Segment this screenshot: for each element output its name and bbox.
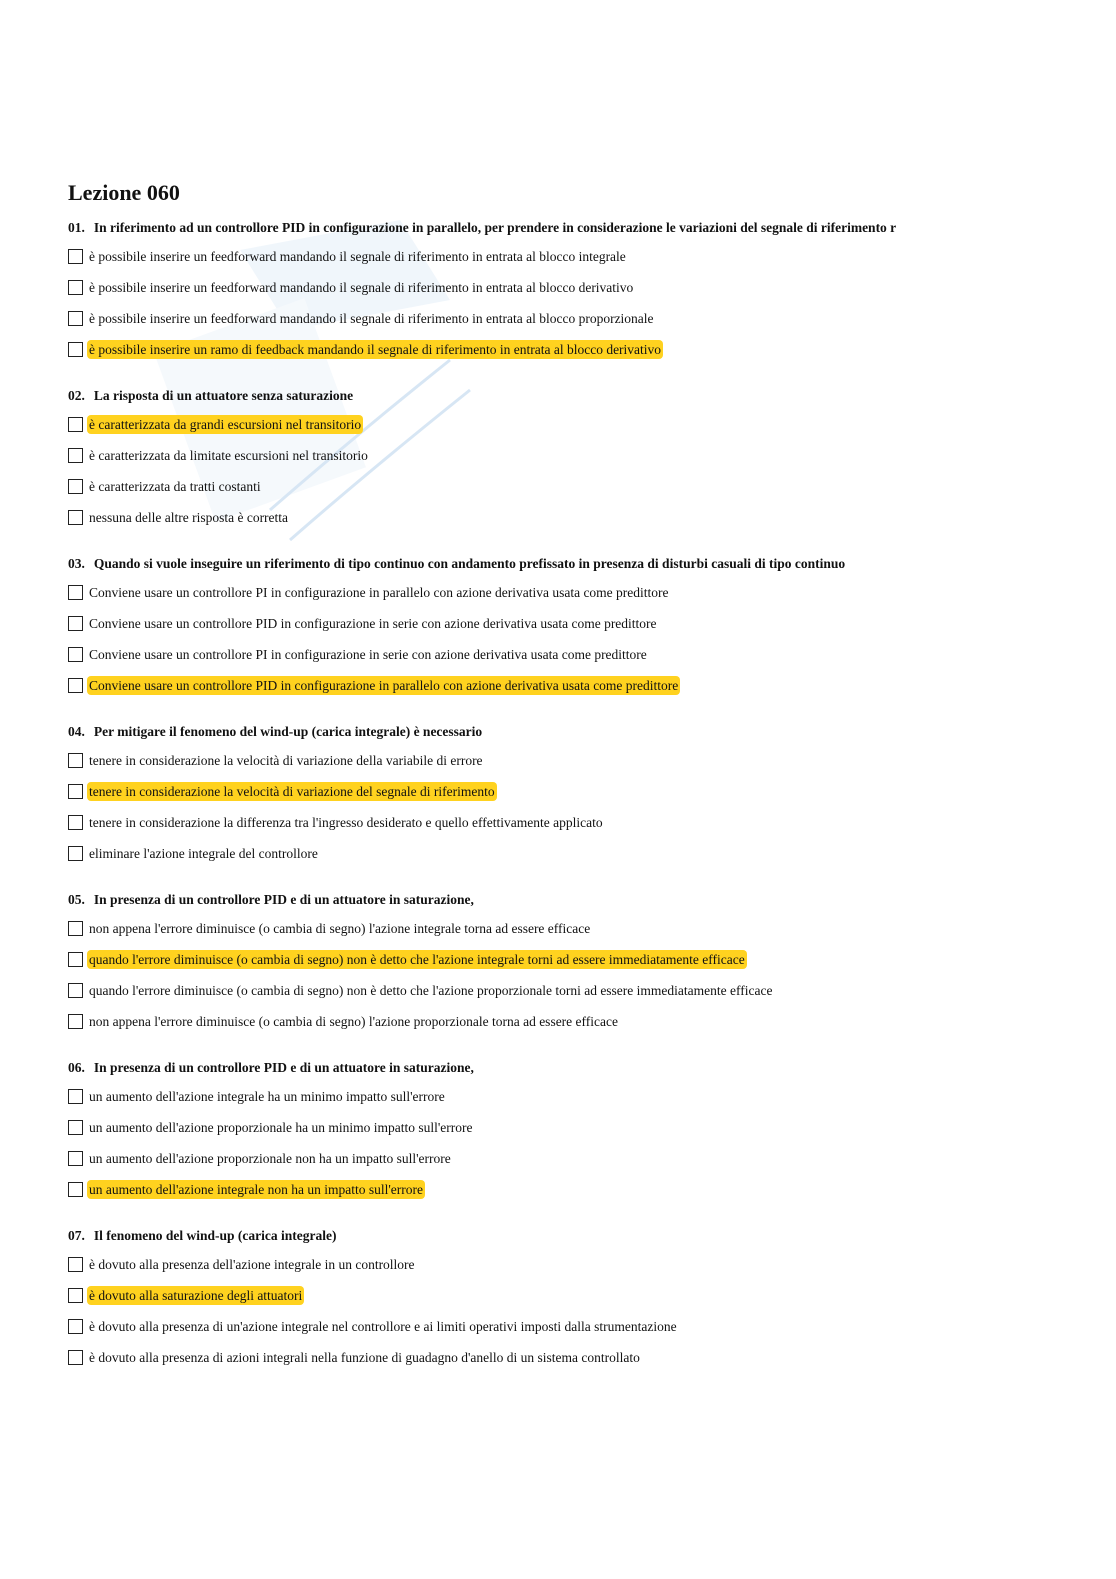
answer-option[interactable]	[68, 844, 1068, 875]
answer-option[interactable]	[68, 278, 1068, 309]
checkbox[interactable]	[68, 815, 83, 830]
answer-text: non appena l'errore diminuisce (o cambia di segno) l'azione integrale torna ad essere efficace	[89, 921, 591, 936]
answer-option[interactable]	[68, 1180, 1068, 1211]
question-text: Il fenomeno del wind-up (carica integrale)	[93, 1228, 337, 1243]
answer-option[interactable]	[68, 1087, 1068, 1118]
checkbox[interactable]	[68, 1089, 83, 1104]
answer-option[interactable]	[68, 1012, 1068, 1043]
checkbox[interactable]	[68, 417, 83, 432]
question-heading	[68, 1226, 1068, 1246]
question-2	[68, 386, 1068, 539]
checkbox[interactable]	[68, 1151, 83, 1166]
answer-option[interactable]	[68, 477, 1068, 508]
answer-option[interactable]	[68, 782, 1068, 813]
checkbox[interactable]	[68, 510, 83, 525]
page-title: Lezione 060	[68, 180, 180, 205]
answer-text: è caratterizzata da tratti costanti	[89, 479, 261, 494]
answer-option[interactable]	[68, 751, 1068, 782]
answer-text: tenere in considerazione la differenza tra l'ingresso desiderato e quello effettivamente applicato	[89, 815, 603, 830]
answer-text-highlighted: tenere in considerazione la velocità di variazione del segnale di riferimento	[89, 784, 495, 799]
question-text: In presenza di un controllore PID e di un attuatore in saturazione,	[93, 892, 474, 907]
question-text: La risposta di un attuatore senza saturazione	[93, 388, 354, 403]
question-number: 02.	[68, 388, 85, 403]
answer-text-highlighted: Conviene usare un controllore PID in configurazione in parallelo con azione derivativa usata come predittore	[89, 678, 679, 693]
answer-option[interactable]	[68, 614, 1068, 645]
question-heading	[68, 722, 1068, 742]
question-spacer	[68, 707, 1068, 722]
answer-text-highlighted: quando l'errore diminuisce (o cambia di segno) non è detto che l'azione integrale torni ad essere immediatamente efficace	[89, 952, 745, 967]
question-spacer	[68, 539, 1068, 554]
answer-text: Conviene usare un controllore PI in configurazione in parallelo con azione derivativa usata come predittore	[89, 585, 669, 600]
question-text: Quando si vuole inseguire un riferimento di tipo continuo con andamento prefissato in presenza di disturbi casuali di tipo continuo	[93, 556, 846, 571]
answer-text: Conviene usare un controllore PI in configurazione in serie con azione derivativa usata come predittore	[89, 647, 647, 662]
answer-text: Conviene usare un controllore PID in configurazione in serie con azione derivativa usata come predittore	[89, 616, 657, 631]
answer-text: tenere in considerazione la velocità di variazione della variabile di errore	[89, 753, 483, 768]
checkbox[interactable]	[68, 983, 83, 998]
checkbox[interactable]	[68, 1350, 83, 1365]
answer-text: è caratterizzata da limitate escursioni nel transitorio	[89, 448, 368, 463]
answer-text: un aumento dell'azione integrale ha un minimo impatto sull'errore	[89, 1089, 445, 1104]
answer-option[interactable]	[68, 247, 1068, 278]
question-number: 05.	[68, 892, 85, 907]
answer-text-highlighted: è possibile inserire un ramo di feedback mandando il segnale di riferimento in entrata al blocco derivativo	[89, 342, 662, 357]
answer-option[interactable]	[68, 645, 1068, 676]
document-page	[68, 180, 1068, 1379]
question-number: 07.	[68, 1228, 85, 1243]
question-spacer	[68, 371, 1068, 386]
answer-option[interactable]	[68, 309, 1068, 340]
answer-option[interactable]	[68, 340, 1068, 371]
answer-text: un aumento dell'azione proporzionale ha un minimo impatto sull'errore	[89, 1120, 473, 1135]
question-text: In riferimento ad un controllore PID in configurazione in parallelo, per prendere in considerazione le variazioni del segnale di riferimento r	[93, 220, 897, 235]
answer-text: è possibile inserire un feedforward mandando il segnale di riferimento in entrata al blocco proporzionale	[89, 311, 654, 326]
answer-option[interactable]	[68, 508, 1068, 539]
answer-text: è dovuto alla presenza dell'azione integrale in un controllore	[89, 1257, 415, 1272]
question-5	[68, 890, 1068, 1043]
answer-option[interactable]	[68, 583, 1068, 614]
answer-text: nessuna delle altre risposta è corretta	[89, 510, 289, 525]
question-number: 03.	[68, 556, 85, 571]
question-heading	[68, 890, 1068, 910]
answer-option[interactable]	[68, 1317, 1068, 1348]
answer-text-highlighted: è caratterizzata da grandi escursioni nel transitorio	[89, 417, 362, 432]
checkbox[interactable]	[68, 585, 83, 600]
question-3	[68, 554, 1068, 707]
answer-option[interactable]	[68, 676, 1068, 707]
question-text: In presenza di un controllore PID e di un attuatore in saturazione,	[93, 1060, 474, 1075]
checkbox[interactable]	[68, 1288, 83, 1303]
question-spacer	[68, 1043, 1068, 1058]
question-spacer	[68, 875, 1068, 890]
answer-option[interactable]	[68, 1149, 1068, 1180]
answer-text-highlighted: è dovuto alla saturazione degli attuatori	[89, 1288, 303, 1303]
checkbox[interactable]	[68, 1120, 83, 1135]
question-heading	[68, 218, 1068, 238]
checkbox[interactable]	[68, 1014, 83, 1029]
answer-option[interactable]	[68, 1348, 1068, 1379]
answer-text: è possibile inserire un feedforward mandando il segnale di riferimento in entrata al blocco derivativo	[89, 280, 634, 295]
answer-option[interactable]	[68, 415, 1068, 446]
answer-text-highlighted: un aumento dell'azione integrale non ha un impatto sull'errore	[89, 1182, 424, 1197]
answer-option[interactable]	[68, 950, 1068, 981]
answer-text: quando l'errore diminuisce (o cambia di segno) non è detto che l'azione proporzionale torni ad essere immediatamente efficace	[89, 983, 773, 998]
question-heading	[68, 554, 1068, 574]
question-number: 01.	[68, 220, 85, 235]
checkbox[interactable]	[68, 448, 83, 463]
answer-text: è dovuto alla presenza di azioni integrali nella funzione di guadagno d'anello di un sistema controllato	[89, 1350, 640, 1365]
checkbox[interactable]	[68, 647, 83, 662]
checkbox[interactable]	[68, 952, 83, 967]
checkbox[interactable]	[68, 753, 83, 768]
checkbox[interactable]	[68, 280, 83, 295]
checkbox[interactable]	[68, 249, 83, 264]
question-number: 04.	[68, 724, 85, 739]
checkbox[interactable]	[68, 921, 83, 936]
question-spacer	[68, 1211, 1068, 1226]
question-7	[68, 1226, 1068, 1379]
checkbox[interactable]	[68, 1319, 83, 1334]
answer-option[interactable]	[68, 981, 1068, 1012]
question-4	[68, 722, 1068, 875]
question-list	[68, 218, 1068, 1379]
answer-option[interactable]	[68, 446, 1068, 477]
question-number: 06.	[68, 1060, 85, 1075]
checkbox[interactable]	[68, 1257, 83, 1272]
question-text: Per mitigare il fenomeno del wind-up (carica integrale) è necessario	[93, 724, 483, 739]
checkbox[interactable]	[68, 311, 83, 326]
checkbox[interactable]	[68, 1182, 83, 1197]
checkbox[interactable]	[68, 846, 83, 861]
checkbox[interactable]	[68, 784, 83, 799]
answer-option[interactable]	[68, 813, 1068, 844]
answer-text: è possibile inserire un feedforward mandando il segnale di riferimento in entrata al blocco integrale	[89, 249, 626, 264]
question-heading	[68, 1058, 1068, 1078]
answer-option[interactable]	[68, 1255, 1068, 1286]
question-6	[68, 1058, 1068, 1211]
question-1	[68, 218, 1068, 371]
question-heading	[68, 386, 1068, 406]
checkbox[interactable]	[68, 678, 83, 693]
answer-option[interactable]	[68, 1286, 1068, 1317]
answer-text: è dovuto alla presenza di un'azione integrale nel controllore e ai limiti operativi imposti dalla strumentazione	[89, 1319, 677, 1334]
answer-option[interactable]	[68, 1118, 1068, 1149]
checkbox[interactable]	[68, 342, 83, 357]
answer-text: eliminare l'azione integrale del controllore	[89, 846, 318, 861]
answer-text: non appena l'errore diminuisce (o cambia di segno) l'azione proporzionale torna ad essere efficace	[89, 1014, 619, 1029]
answer-option[interactable]	[68, 919, 1068, 950]
checkbox[interactable]	[68, 616, 83, 631]
checkbox[interactable]	[68, 479, 83, 494]
answer-text: un aumento dell'azione proporzionale non ha un impatto sull'errore	[89, 1151, 451, 1166]
